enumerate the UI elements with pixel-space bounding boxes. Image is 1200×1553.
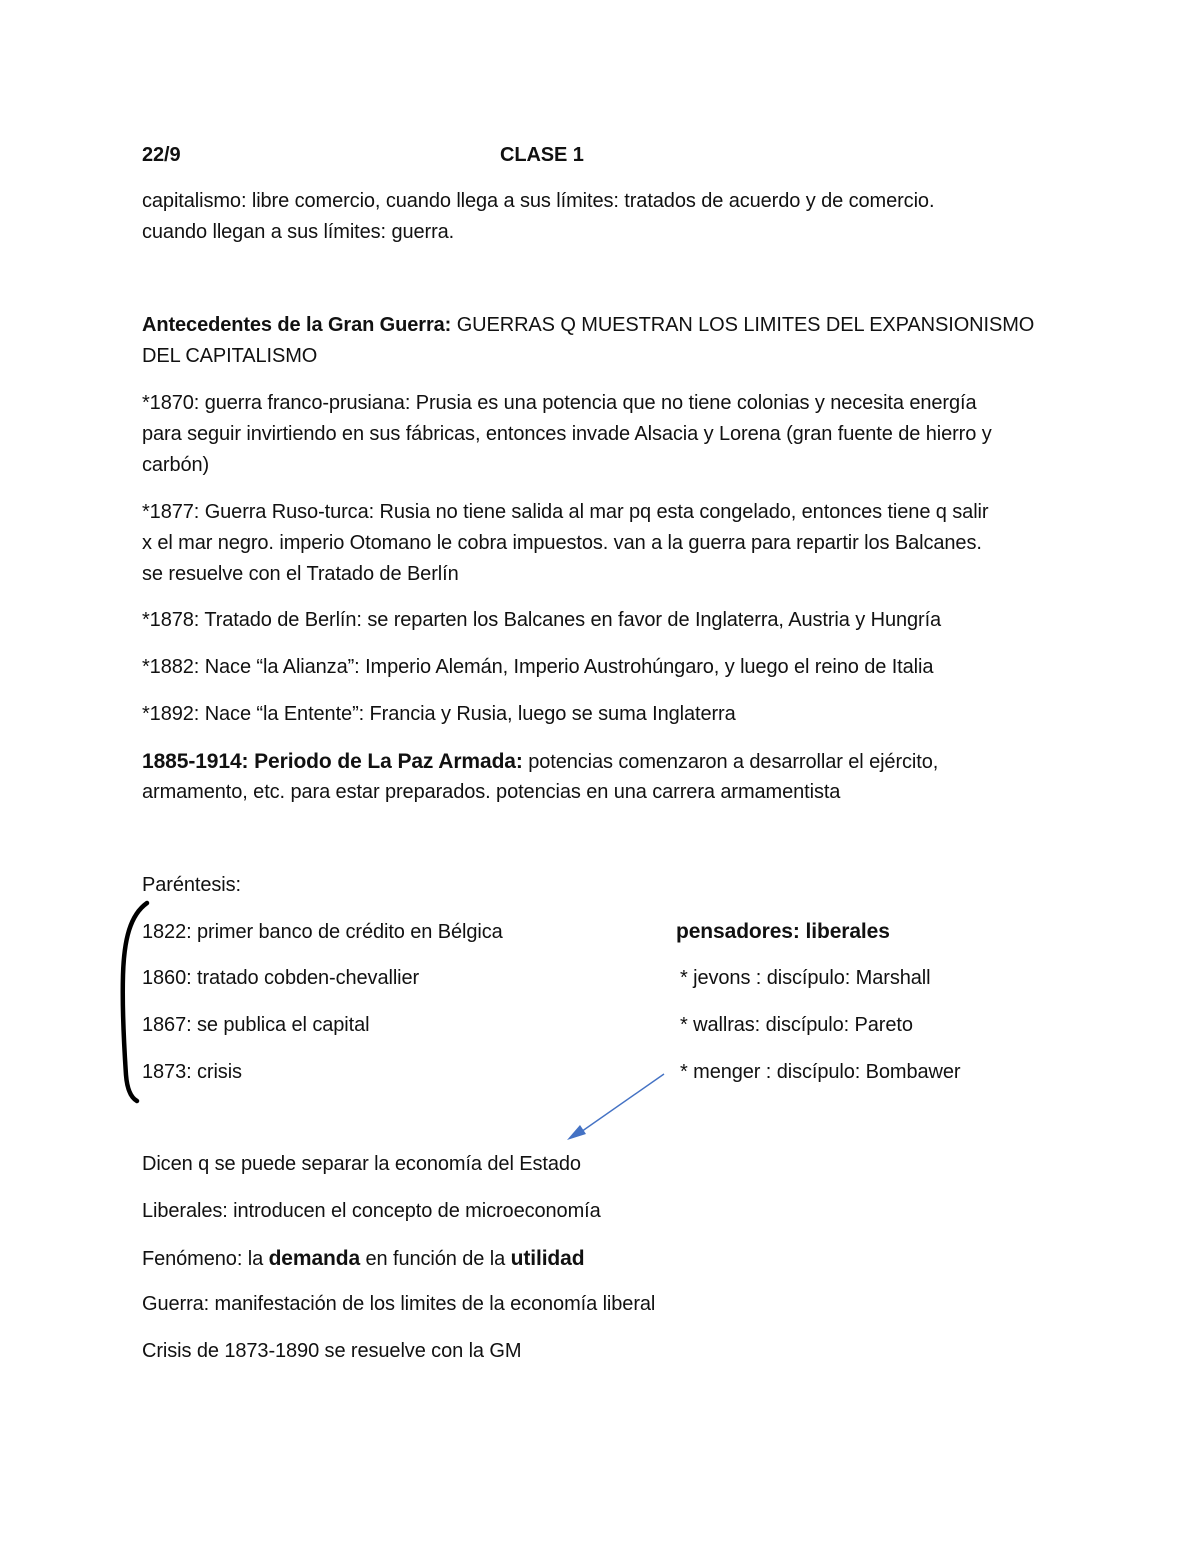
header-title: CLASE 1 xyxy=(500,144,584,166)
paz-armada-rest: potencias comenzaron a desarrollar el ejército, xyxy=(522,751,939,773)
fenomeno-text-c: en función de la xyxy=(360,1248,511,1270)
paz-armada-line-1 xyxy=(142,746,938,778)
pensador-menger: * menger : discípulo: Bombawer xyxy=(680,1061,961,1083)
paz-armada-bold: 1885-1914: Periodo de La Paz Armada: xyxy=(142,750,523,773)
blue-arrow xyxy=(567,1074,664,1140)
parentesis-label: Paréntesis: xyxy=(142,874,241,896)
parentesis-item-1873: 1873: crisis xyxy=(142,1061,242,1083)
event-1877-line-1: *1877: Guerra Ruso-turca: Rusia no tiene salida al mar pq esta congelado, entonces tiene q salir xyxy=(142,501,989,523)
event-1870-line-1: *1870: guerra franco-prusiana: Prusia es una potencia que no tiene colonias y necesita energía xyxy=(142,392,977,414)
event-1878: *1878: Tratado de Berlín: se reparten los Balcanes en favor de Inglaterra, Austria y Hungría xyxy=(142,609,942,631)
fenomeno-text-a: Fenómeno: la xyxy=(142,1248,269,1270)
pensador-wallras: * wallras: discípulo: Pareto xyxy=(680,1014,913,1036)
parentesis-item-1867: 1867: se publica el capital xyxy=(142,1014,370,1036)
event-1870-line-2: para seguir invirtiendo en sus fábricas, entonces invade Alsacia y Lorena (gran fuente de hierro y xyxy=(142,423,992,445)
header-date: 22/9 xyxy=(142,144,181,166)
parentesis-item-1822: 1822: primer banco de crédito en Bélgica xyxy=(142,921,503,943)
intro-line-2: cuando llegan a sus límites: guerra. xyxy=(142,221,455,243)
pensadores-heading: pensadores: liberales xyxy=(676,920,890,943)
event-1870-line-3: carbón) xyxy=(142,454,210,476)
event-1892: *1892: Nace “la Entente”: Francia y Rusia, luego se suma Inglaterra xyxy=(142,703,736,725)
conclusion-line-2: Liberales: introducen el concepto de microeconomía xyxy=(142,1200,601,1222)
antecedentes-heading-rest: GUERRAS Q MUESTRAN LOS LIMITES DEL EXPANSIONISMO xyxy=(451,314,1035,336)
fenomeno-demanda: demanda xyxy=(268,1247,361,1270)
event-1882: *1882: Nace “la Alianza”: Imperio Alemán, Imperio Austrohúngaro, y luego el reino de Italia xyxy=(142,656,934,678)
fenomeno-utilidad: utilidad xyxy=(510,1247,585,1270)
conclusion-line-1: Dicen q se puede separar la economía del Estado xyxy=(142,1153,581,1175)
conclusion-fenomeno xyxy=(142,1243,584,1275)
antecedentes-heading-bold: Antecedentes de la Gran Guerra: xyxy=(142,314,452,336)
conclusion-line-4: Guerra: manifestación de los limites de la economía liberal xyxy=(142,1293,656,1315)
antecedentes-heading-line-2: DEL CAPITALISMO xyxy=(142,345,318,367)
pensador-jevons: * jevons : discípulo: Marshall xyxy=(680,967,931,989)
paz-armada-line-2: armamento, etc. para estar preparados. potencias en una carrera armamentista xyxy=(142,781,841,803)
arrow-shaft xyxy=(578,1074,664,1134)
parentesis-item-1860: 1860: tratado cobden-chevallier xyxy=(142,967,420,989)
arrow-head xyxy=(567,1125,586,1140)
conclusion-line-5: Crisis de 1873-1890 se resuelve con la GM xyxy=(142,1340,522,1362)
intro-line-1: capitalismo: libre comercio, cuando llega a sus límites: tratados de acuerdo y de comercio. xyxy=(142,190,935,212)
event-1877-line-2: x el mar negro. imperio Otomano le cobra impuestos. van a la guerra para repartir los Balcanes. xyxy=(142,532,982,554)
event-1877-line-3: se resuelve con el Tratado de Berlín xyxy=(142,563,459,585)
antecedentes-heading xyxy=(142,310,1034,341)
